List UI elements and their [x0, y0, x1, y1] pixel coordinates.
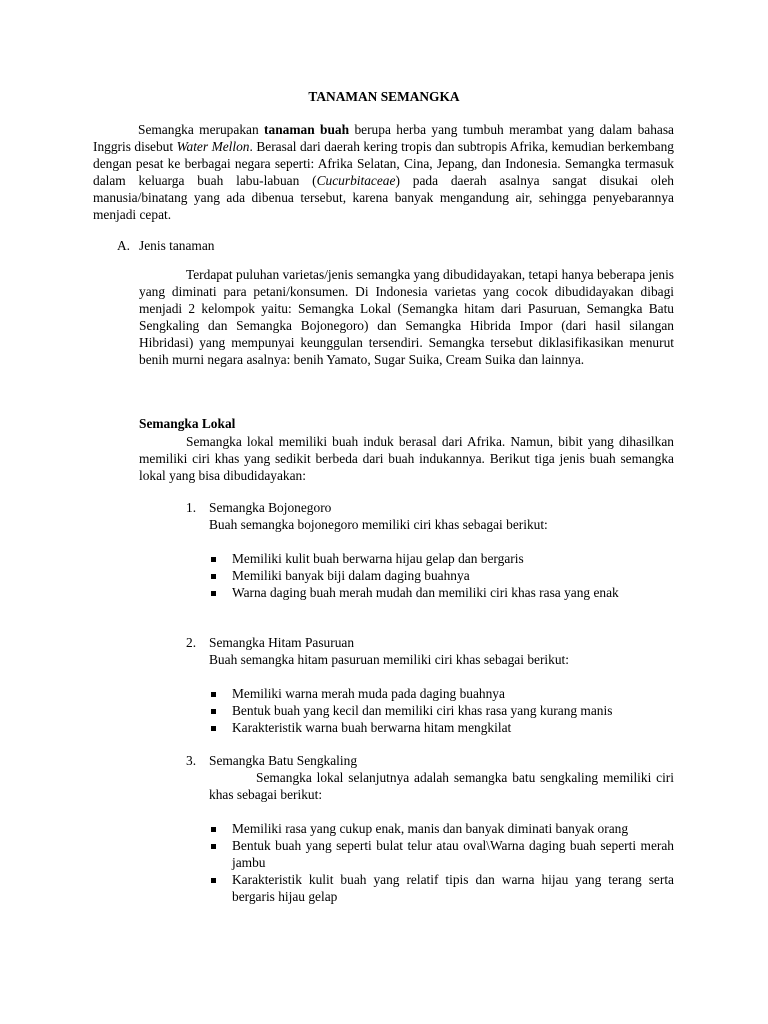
intro-text-2: berupa herba yang tumbuh merambat yang dalam bahasa Inggris disebut [93, 122, 674, 154]
square-bullet-icon [211, 878, 216, 883]
intro-text-4: ) pada daerah asalnya sangat disukai oleh manusia/binatang yang ada dibenua tersebut, karena banyak mengandung air, sehingga penyebarannya menjadi cepat. [93, 172, 674, 222]
bullet-text: Warna daging buah merah mudah dan memiliki ciri khas rasa yang enak [232, 584, 619, 600]
intro-text-3: . Berasal dari daerah kering tropis dan subtropis Afrika, kemudian berkembang dengan pesat ke berbagai negara seperti: Afrika Selatan, Cina, Jepang, dan Indonesia. Semangka termasuk dalam keluarga buah labu-labuan ( [93, 138, 674, 188]
intro-italic-term: Water Mellon [176, 138, 250, 154]
list-item-label: Semangka Bojonegoro [209, 500, 332, 515]
square-bullet-icon [211, 709, 216, 714]
list-item-number: 1. [186, 500, 197, 515]
list-item-label: Semangka Batu Sengkaling [209, 753, 358, 768]
bullet-item [209, 720, 674, 737]
bullet-text: Karakteristik kulit buah yang relatif tipis dan warna hijau yang terang serta bergaris hijau gelap [232, 871, 674, 904]
section-a-heading [117, 238, 215, 255]
square-bullet-icon [211, 844, 216, 849]
bullet-list [209, 821, 674, 906]
bullet-text: Memiliki kulit buah berwarna hijau gelap dan bergaris [232, 551, 524, 566]
list-item-number: 3. [186, 753, 197, 768]
bullet-item [209, 821, 674, 838]
bullet-text: Bentuk buah yang seperti bulat telur atau oval\Warna daging buah seperti merah jambu [232, 837, 674, 870]
list-item-label: Semangka Hitam Pasuruan [209, 635, 355, 650]
list-item-number: 2. [186, 635, 197, 650]
list-item-title [186, 500, 331, 517]
square-bullet-icon [211, 557, 216, 562]
bullet-text: Memiliki rasa yang cukup enak, manis dan banyak diminati banyak orang [232, 821, 629, 836]
bullet-item [209, 585, 674, 602]
bullet-item [209, 686, 674, 703]
bullet-item [209, 703, 674, 720]
bullet-item [209, 872, 674, 906]
intro-bold-term: tanaman buah [264, 122, 350, 137]
lokal-paragraph: Semangka lokal memiliki buah induk berasal dari Afrika. Namun, bibit yang dihasilkan memiliki ciri khas yang sedikit berbeda dari buah indukannya. Berikut tiga jenis buah semangka lokal yang bisa dibudidayakan: [139, 434, 674, 483]
bullet-item [209, 551, 674, 568]
intro-italic-family: Cucurbitaceae [316, 172, 396, 188]
section-a-marker: A. [117, 238, 131, 253]
bullet-text: Karakteristik warna buah berwarna hitam mengkilat [232, 719, 512, 735]
bullet-item [209, 838, 674, 872]
section-a-paragraph: Terdapat puluhan varietas/jenis semangka yang dibudidayakan, tetapi hanya beberapa jenis yang diminati para petani/konsumen. Di Indonesia varietas yang cocok dibudidayakan dibagi menjadi 2 kelompok yaitu: Semangka Lokal (Semangka hitam dari Pasuruan, Semangka Batu Sengkaling dan Semangka Bojonegoro) dan Semangka Hibrida Impor (dari hasil silangan Hibridasi) yang mempunyai keunggulan tersendiri. Semangka tersebut diklasifikasikan menurut benih murni negara asalnya: benih Yamato, Sugar Suika, Cream Suika dan lainnya. [139, 267, 674, 367]
square-bullet-icon [211, 726, 216, 731]
section-a-label: Jenis tanaman [139, 238, 215, 253]
bullet-text: Memiliki warna merah muda pada daging buahnya [232, 686, 505, 701]
list-item-title [186, 635, 354, 652]
bullet-item [209, 568, 674, 585]
list-item-description: Buah semangka hitam pasuruan memiliki ciri khas sebagai berikut: [209, 652, 569, 667]
bullet-list [209, 551, 674, 602]
bullet-text: Memiliki banyak biji dalam daging buahnya [232, 567, 470, 583]
document-title: TANAMAN SEMANGKA [308, 89, 460, 104]
square-bullet-icon [211, 574, 216, 579]
bullet-text: Bentuk buah yang kecil dan memiliki ciri khas rasa yang kurang manis [232, 702, 613, 718]
intro-text-1: Semangka merupakan [138, 122, 265, 137]
list-item-description: Buah semangka bojonegoro memiliki ciri khas sebagai berikut: [209, 517, 548, 532]
square-bullet-icon [211, 692, 216, 697]
square-bullet-icon [211, 827, 216, 832]
list-item-title [186, 753, 357, 770]
square-bullet-icon [211, 591, 216, 596]
lokal-heading: Semangka Lokal [139, 416, 236, 431]
list-item-description: Semangka lokal selanjutnya adalah semangka batu sengkaling memiliki ciri khas sebagai berikut: [209, 770, 674, 802]
bullet-list [209, 686, 674, 737]
intro-paragraph [93, 122, 674, 223]
